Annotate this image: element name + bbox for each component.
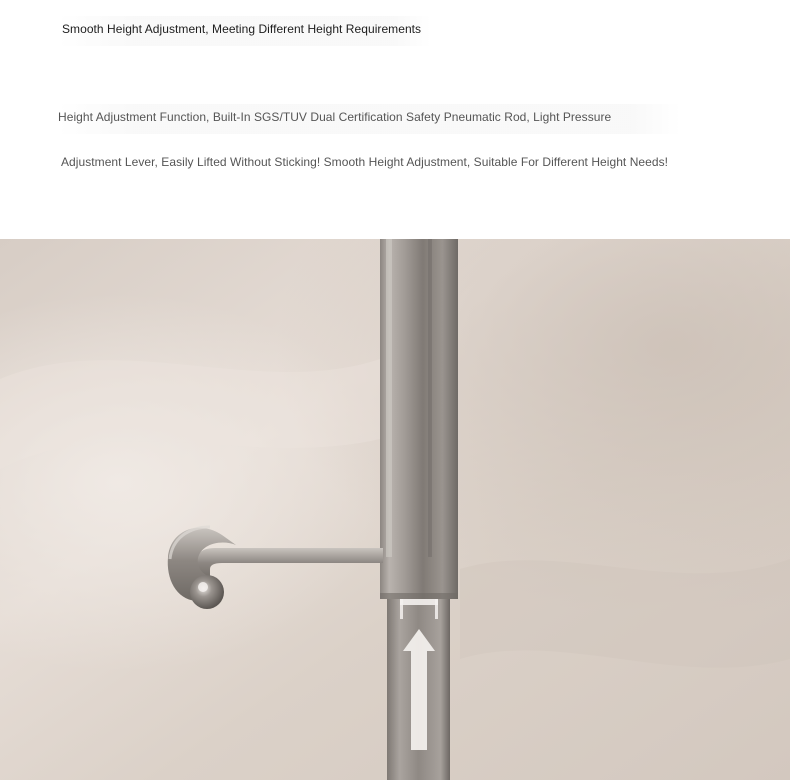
section-title: Smooth Height Adjustment, Meeting Different Height Requirements bbox=[58, 16, 431, 46]
description-line-2: Adjustment Lever, Easily Lifted Without Sticking! Smooth Height Adjustment, Suitable For Different Height Needs! bbox=[61, 155, 669, 169]
gas-lift-illustration bbox=[0, 239, 790, 780]
description-header bbox=[0, 0, 790, 239]
lever-knob bbox=[190, 575, 224, 609]
description-line-1: Height Adjustment Function, Built-In SGS/TUV Dual Certification Safety Pneumatic Rod, Light Pressure bbox=[58, 104, 681, 134]
product-photo bbox=[0, 239, 790, 780]
